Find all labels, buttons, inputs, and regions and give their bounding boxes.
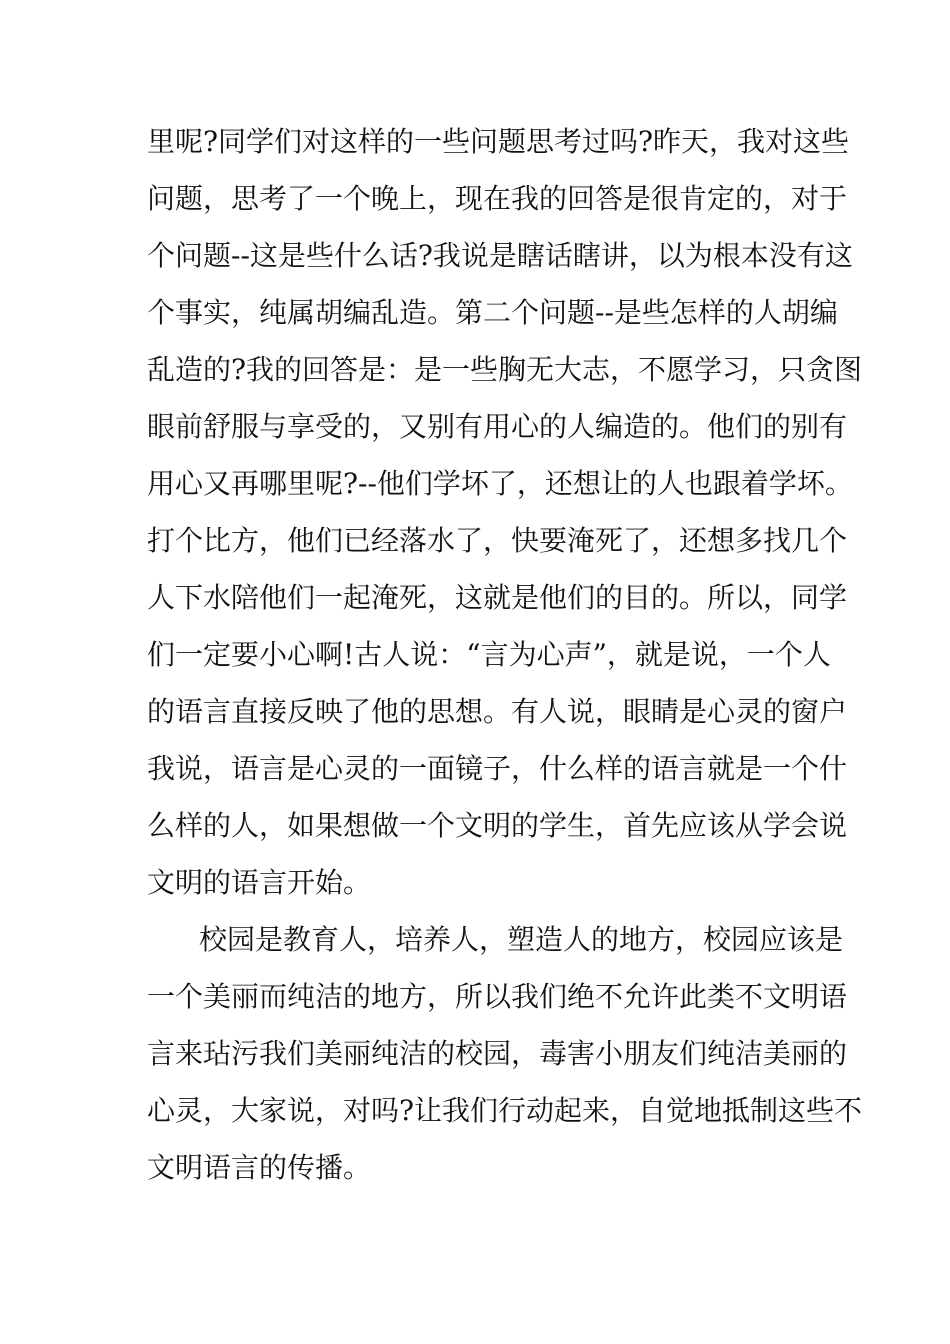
text-line: 个问题--这是些什么话?我说是瞎话瞎讲，以为根本没有这 — [147, 239, 853, 272]
text-line: 们一定要小心啊!古人说：“言为心声”，就是说，一个人 — [147, 638, 831, 671]
text-line: 个事实，纯属胡编乱造。第二个问题--是些怎样的人胡编 — [147, 296, 838, 329]
text-line: 文明语言的传播。 — [147, 1151, 372, 1184]
text-line: 乱造的?我的回答是：是一些胸无大志，不愿学习，只贪图 — [147, 353, 863, 386]
text-line: 文明的语言开始。 — [147, 866, 372, 899]
text-line: 言来玷污我们美丽纯洁的校园，毒害小朋友们纯洁美丽的 — [147, 1037, 848, 1070]
text-line: 人下水陪他们一起淹死，这就是他们的目的。所以，同学 — [147, 581, 848, 614]
text-line: 一个美丽而纯洁的地方，所以我们绝不允许此类不文明语 — [147, 980, 848, 1013]
text-line: 心灵，大家说，对吗?让我们行动起来，自觉地抵制这些不 — [147, 1094, 863, 1127]
text-line: 打个比方，他们已经落水了，快要淹死了，还想多找几个 — [147, 524, 848, 557]
text-line: 里呢?同学们对这样的一些问题思考过吗?昨天，我对这些 — [147, 125, 850, 158]
text-line: 眼前舒服与享受的，又别有用心的人编造的。他们的别有 — [147, 410, 848, 443]
text-line: 的语言直接反映了他的思想。有人说，眼睛是心灵的窗户 — [147, 695, 848, 728]
text-line: 用心又再哪里呢?--他们学坏了，还想让的人也跟着学坏。 — [147, 467, 853, 500]
paragraph-first-line: 校园是教育人，培养人，塑造人的地方，校园应该是 — [199, 923, 844, 956]
text-line: 么样的人，如果想做一个文明的学生，首先应该从学会说 — [147, 809, 848, 842]
text-line: 问题，思考了一个晚上，现在我的回答是很肯定的，对于 — [147, 182, 848, 215]
text-line: 我说，语言是心灵的一面镜子，什么样的语言就是一个什 — [147, 752, 848, 785]
